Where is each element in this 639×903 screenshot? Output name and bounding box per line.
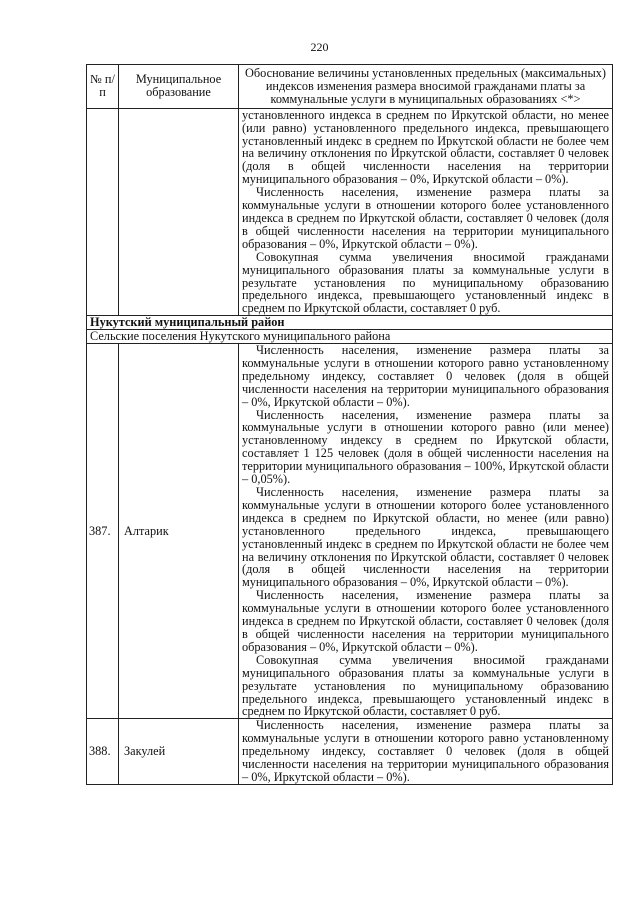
paragraph: Численность населения, изменение размера платы за коммунальные услуги в отношении которого более установленного индекса в среднем по Иркутской области, но менее (или равно) установленного предельного индекса, превышающего установленный индекс в среднем по Иркутской области не более чем на величину отклонения по Иркутской области, составляет 0 человек (доля в общей численности населения на территории муниципального образования – 0%, Иркутской области – 0%). <box>242 485 609 590</box>
paragraph: Численность населения, изменение размера платы за коммунальные услуги в отношении которого более установленного индекса в среднем по Иркутской области, составляет 0 человек (доля в общей численности населения на территории муниципального образования – 0%, Иркутской области – 0%). <box>242 185 609 251</box>
paragraph: Совокупная сумма увеличения вносимой гражданами муниципального образования платы за коммунальные услуги в результате установления по муниципальному образованию предельного индекса, превышающего установленный индекс в среднем по Иркутской области, составляет 0 руб. <box>242 652 609 719</box>
continued-name-cell <box>119 108 239 316</box>
continued-num-cell <box>87 108 119 316</box>
header-justification: Обоснование величины установленных предельных (максимальных) индексов изменения размера вносимой гражданами платы за коммунальные услуги в муниципальных образованиях <*> <box>239 65 613 109</box>
table-row <box>87 344 613 719</box>
table-row <box>87 719 613 785</box>
municipality-name: Закулей <box>119 719 239 785</box>
row-description <box>239 719 613 785</box>
table-header-row <box>87 65 613 109</box>
subheader-row <box>87 330 613 344</box>
row-description <box>239 344 613 719</box>
row-number: 388. <box>87 719 119 785</box>
header-num: № п/п <box>87 65 119 109</box>
page-number: 220 <box>310 40 329 54</box>
table-row-continued <box>87 108 613 316</box>
row-number: 387. <box>87 344 119 719</box>
paragraph: Численность населения, изменение размера платы за коммунальные услуги в отношении которого равно установленному предельному индексу, составляет 0 человек (доля в общей численности населения на территории муниципального образования – 0%, Иркутской области – 0%). <box>242 718 609 784</box>
header-municipality: Муниципальное образование <box>119 65 239 109</box>
continued-description <box>239 108 613 316</box>
settlements-subheader: Сельские поселения Нукутского муниципального района <box>87 330 613 344</box>
indices-table <box>86 64 613 785</box>
district-title: Нукутский муниципальный район <box>87 316 613 330</box>
paragraph: Численность населения, изменение размера платы за коммунальные услуги в отношении которого равно установленному предельному индексу, составляет 0 человек (доля в общей численности населения на территории муниципального образования – 0%, Иркутской области – 0%). <box>242 343 609 409</box>
district-row <box>87 316 613 330</box>
paragraph: Численность населения, изменение размера платы за коммунальные услуги в отношении которого равно (или менее) установленному индексу в среднем по Иркутской области, составляет 1 125 человек (доля в общей численности населения на территории муниципального образования – 100%, Иркутской области – 0,05%). <box>242 407 609 487</box>
paragraph: Численность населения, изменение размера платы за коммунальные услуги в отношении которого более установленного индекса в среднем по Иркутской области, составляет 0 человек (доля в общей численности населения на территории муниципального образования – 0%, Иркутской области – 0%). <box>242 588 609 654</box>
paragraph: установленного индекса в среднем по Иркутской области, но менее (или равно) установленного предельного индекса, превышающего установленный индекс в среднем по Иркутской области не более чем на величину отклонения по Иркутской области, составляет 0 человек (доля в общей численности населения на территории муниципального образования – 0%, Иркутской области – 0%). <box>242 107 609 187</box>
municipality-name: Алтарик <box>119 344 239 719</box>
paragraph: Совокупная сумма увеличения вносимой гражданами муниципального образования платы за коммунальные услуги в результате установления по муниципальному образованию предельного индекса, превышающего установленный индекс в среднем по Иркутской области, составляет 0 руб. <box>242 249 609 316</box>
